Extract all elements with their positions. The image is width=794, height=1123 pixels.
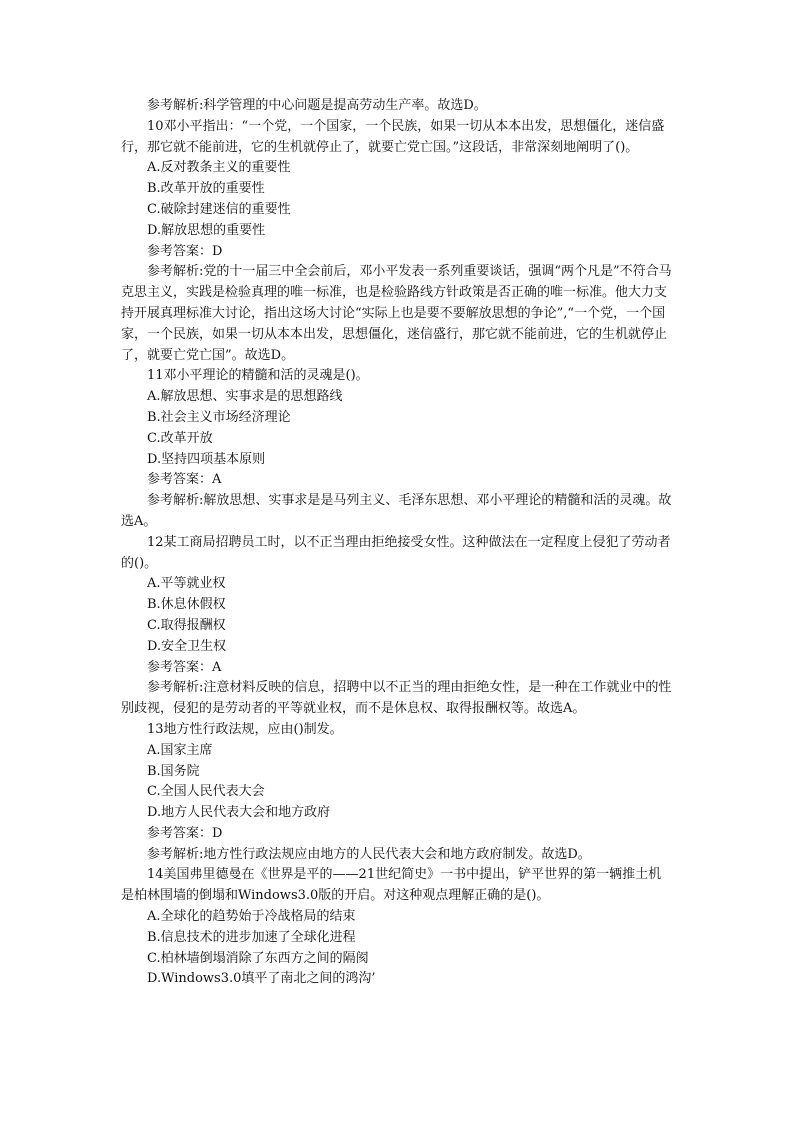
option-line: A.全球化的趋势始于冷战格局的结束: [147, 909, 356, 925]
option-line: D.坚持四项基本原则: [147, 451, 266, 467]
paragraph: 参考解析:注意材料反映的信息，招聘中以不正当的理由拒绝女性，是一种在工作就业中的性别歧视，侵犯的是劳动者的平等就业权，而不是休息权、取得报酬权等。故选A。: [121, 680, 672, 717]
option-line: B.国务院: [147, 763, 200, 779]
paragraph: 12某工商局招聘员工时，以不正当理由拒绝接受女性。这种做法在一定程度上侵犯了劳动者的()。: [121, 534, 671, 571]
paragraph: 13地方性行政法规，应由()制发。: [147, 721, 343, 737]
paragraph: 10邓小平指出：“一个党，一个国家，一个民族，如果一切从本本出发，思想僵化，迷信盛行，那它就不能前进，它的生机就停止了，就要亡党亡国。”这段话，非常深刻地阐明了()。: [121, 118, 665, 155]
paragraph: 参考解析:科学管理的中心问题是提高劳动生产率。故选D。: [147, 98, 487, 113]
option-line: 参考答案：A: [147, 472, 222, 488]
option-line: D.安全卫生权: [147, 638, 227, 654]
option-line: A.反对教条主义的重要性: [147, 160, 291, 176]
option-line: B.休息休假权: [147, 597, 226, 613]
paragraph: 参考解析:解放思想、实事求是是马列主义、毛泽东思想、邓小平理论的精髓和活的灵魂。故选A。: [121, 493, 672, 529]
paragraph: 参考解析:地方性行政法规应由地方的人民代表大会和地方政府制发。故选D。: [147, 846, 591, 862]
option-line: D.解放思想的重要性: [147, 222, 266, 238]
option-line: C.破除封建迷信的重要性: [147, 201, 291, 217]
option-line: D.Windows3.0填平了南北之间的鸿沟’: [147, 971, 376, 987]
document-page: [121, 96, 673, 990]
option-line: A.国家主席: [147, 742, 213, 758]
option-line: D.地方人民代表大会和地方政府: [147, 805, 331, 821]
option-line: B.改革开放的重要性: [147, 181, 265, 197]
option-line: C.改革开放: [147, 430, 213, 446]
paragraph: 14美国弗里德曼在《世界是平的——21世纪简史》一书中提出，铲平世界的第一辆推土机是柏林围墙的倒塌和Windows3.0版的开启。对这种观点理解正确的是()。: [121, 867, 662, 904]
option-line: 参考答案：D: [147, 243, 223, 259]
option-line: B.信息技术的进步加速了全球化进程: [147, 929, 356, 945]
option-line: A.解放思想、实事求是的思想路线: [147, 389, 343, 405]
option-line: A.平等就业权: [147, 576, 226, 592]
option-line: 参考答案：D: [147, 825, 223, 841]
option-line: B.社会主义市场经济理论: [147, 409, 291, 425]
option-line: 参考答案：A: [147, 659, 222, 675]
option-line: C.取得报酬权: [147, 617, 226, 633]
paragraph: 参考解析:党的十一届三中全会前后，邓小平发表一系列重要谈话，强调“两个凡是”不符合马克思主义，实践是检验真理的唯一标准，也是检验路线方针政策是否正确的唯一标准。他大力支持开展真理标准大讨论，指出这场大讨论“实际上也是要不要解放思想的争论”,“一个党，一个国家，一个民族，如果一切从本本出发，思想僵化，迷信盛行，那它就不能前进，它的生机就停止了，就要亡党亡国”。故选D。: [121, 264, 672, 363]
option-line: C.柏林墙倒塌消除了东西方之间的隔阂: [147, 950, 369, 966]
option-line: C.全国人民代表大会: [147, 784, 265, 800]
paragraph: 11邓小平理论的精髓和活的灵魂是()。: [147, 368, 369, 384]
